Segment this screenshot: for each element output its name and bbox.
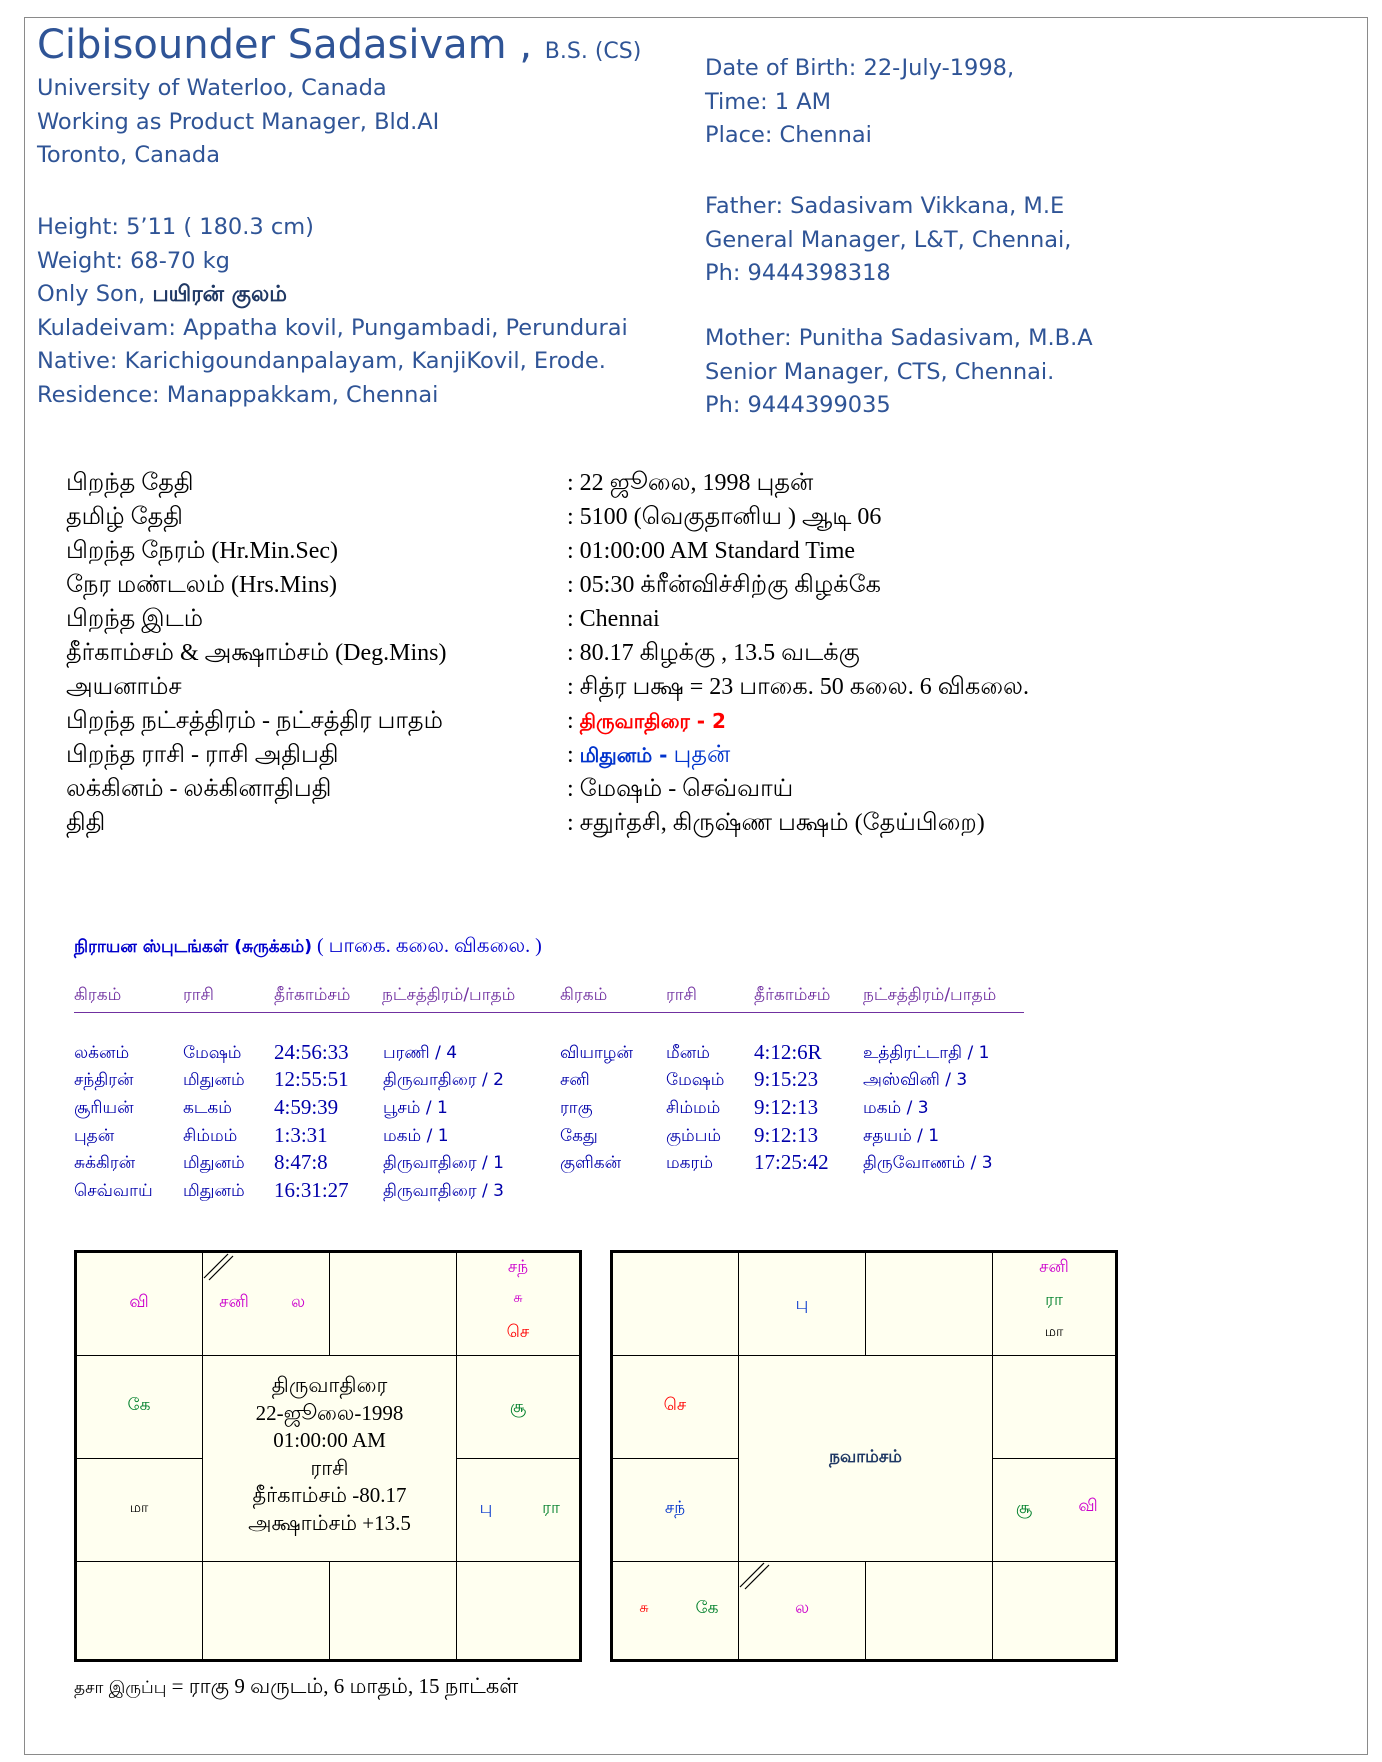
nav-planet-se: செ [663,1395,687,1415]
nav-house-12 [612,1252,739,1356]
nav-house-6 [992,1561,1116,1660]
nav-planet-pu: பு [795,1294,809,1314]
rasi-planet-pu: பு [479,1498,493,1518]
navamsa-title: நவாம்சம் [829,1447,902,1467]
nav-house-9 [612,1561,739,1660]
place-of-birth: Place: Chennai [705,122,872,148]
rasi-house-5 [456,1458,580,1562]
col-header-graha: கிரகம் [74,985,122,1005]
col-header-rasi: ராசி [183,985,214,1005]
mother-phone: Ph: 9444399035 [705,392,891,418]
col-header-longitude: தீர்காம்சம் [274,985,351,1005]
sputa-title: நிராயன ஸ்புடங்கள் (சுருக்கம்) ( பாகை. கலை. விகலை. ) [74,935,542,957]
rasi-house-2 [329,1252,457,1356]
col-header-nakshatra: நட்சத்திரம்/பாதம் [382,985,516,1005]
nav-planet-su: சு [639,1600,649,1616]
rasi-house-7 [329,1561,457,1660]
time-of-birth: Time: 1 AM [705,88,832,115]
nav-lagna: ல [794,1598,810,1618]
rasi-planet-maa: மா [129,1500,149,1516]
rasi-planet-soo: சூ [509,1397,527,1417]
rasi-house-9 [76,1561,203,1660]
rasi-planet-su: சு [513,1290,523,1306]
father-name: Father: Sadasivam Vikkana, M.E [705,193,1065,219]
nav-planet-vi: வி [1078,1496,1098,1516]
nav-house-7 [865,1561,993,1660]
navamsa-chart [610,1250,1118,1662]
rasi-chart [74,1250,582,1662]
rasi-lagna: ல [290,1292,306,1312]
father-job: General Manager, L&T, Chennai, [705,226,1072,253]
rasi-value: மிதுனம் - [579,743,668,767]
header-left-block [37,72,439,173]
nav-planet-sani: சனி [1039,1257,1069,1277]
kuladeivam: Kuladeivam: Appatha kovil, Pungambadi, Perundurai [37,314,628,341]
rasi-lord: புதன் [667,742,731,768]
nav-house-2 [865,1252,993,1356]
only-son-line: Only Son, பயிரன் குலம் [37,281,288,307]
native: Native: Karichigoundanpalayam, KanjiKovil, Erode. [37,348,606,374]
kulam: பயிரன் குலம் [152,282,288,307]
col-header-rasi-2: ராசி [666,985,697,1005]
lagna-marker [202,1252,234,1282]
rasi-planet-san: சந் [507,1257,529,1277]
location: Toronto, Canada [37,142,220,168]
date-of-birth: Date of Birth: 22-July-1998, [705,55,1015,81]
mother-name: Mother: Punitha Sadasivam, M.B.A [705,325,1093,351]
university: University of Waterloo, Canada [37,75,387,101]
sputa-subtitle: ( பாகை. கலை. விகலை. ) [317,935,542,957]
nakshatra-value: திருவாதிரை - 2 [579,709,726,733]
dasa-balance: தசா இருப்பு = ராகு 9 வருடம், 6 மாதம், 15 நாட்கள் [74,1674,519,1698]
degree: B.S. (CS) [544,39,642,64]
header-underline [74,1012,1024,1013]
header-personal-block [37,211,628,412]
col-header-nakshatra-2: நட்சத்திரம்/பாதம் [863,985,997,1005]
nav-planet-raa: ரா [1045,1290,1063,1310]
nav-lagna-marker [738,1561,770,1591]
mother-block [705,322,1093,423]
mother-job: Senior Manager, CTS, Chennai. [705,358,1055,385]
nav-planet-san: சந் [664,1498,686,1518]
rasi-planet-sani: சனி [219,1292,249,1312]
height: Height: 5’11 ( 180.3 cm) [37,214,314,240]
nav-planet-maa: மா [1044,1324,1064,1340]
header-birth-block [705,52,1014,153]
rasi-house-8 [202,1561,330,1660]
rasi-planet-raa: ரா [542,1498,560,1518]
rasi-planet-ke: கே [127,1395,151,1415]
col-header-graha-2: கிரகம் [560,985,608,1005]
weight: Weight: 68-70 kg [37,247,230,274]
residence: Residence: Manappakkam, Chennai [37,381,439,408]
rasi-house-6 [456,1561,580,1660]
rasi-center-text: திருவாதிரை 22-ஜூலை-1998 01:00:00 AM ராசி தீர்காம்சம் -80.17 அக்ஷாம்சம் +13.5 [248,1373,411,1535]
nav-house-4 [992,1355,1116,1459]
nav-planet-soo: சூ [1015,1498,1033,1518]
rasi-planet-vi: வி [129,1292,149,1312]
candidate-name: Cibisounder Sadasivam , B.S. (CS) [37,22,642,68]
rasi-planet-se: செ [506,1322,530,1342]
nav-planet-ke: கே [695,1598,719,1618]
father-phone: Ph: 9444398318 [705,260,891,286]
father-block [705,190,1071,291]
occupation: Working as Product Manager, Bld.AI [37,108,440,135]
col-header-longitude-2: தீர்காம்சம் [754,985,831,1005]
